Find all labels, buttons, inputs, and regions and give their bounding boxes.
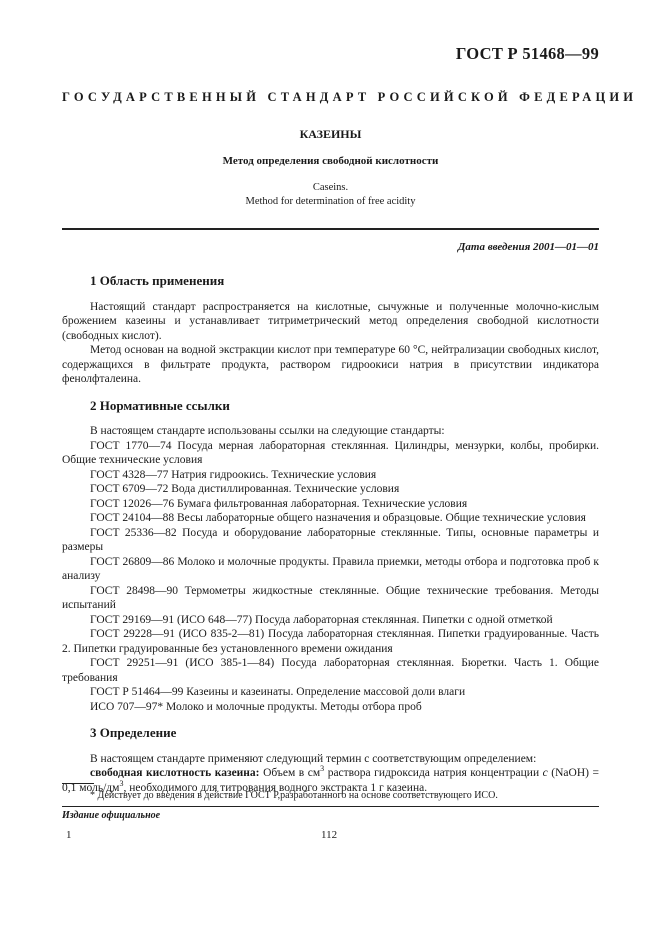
english-title xyxy=(62,181,599,209)
section-heading: 1 Область применения xyxy=(90,273,225,288)
section-definition xyxy=(62,726,599,795)
superscript: 3 xyxy=(119,778,124,788)
reference-item: ГОСТ 26809—86 Молоко и молочные продукты. Правила приемки, методы отбора и подготовка проб к анализу xyxy=(62,555,599,582)
definition-text: раствора гидроксида натрия концентрации xyxy=(324,767,543,779)
paragraph: Настоящий стандарт распространяется на кислотные, сычужные и полученные молочно-кислым брожением казеины и устанавливает титриметрический метод определения свободной кислотности (свободных кислот). xyxy=(62,300,599,342)
reference-item: ГОСТ 28498—90 Термометры жидкостные стеклянные. Общие технические требования. Методы испытаний xyxy=(62,584,599,611)
paragraph: В настоящем стандарте применяют следующий термин с соответствующим определением: xyxy=(90,752,537,765)
reference-item: ИСО 707—97* Молоко и молочные продукты. Методы отбора проб xyxy=(90,700,422,713)
footer-divider xyxy=(62,806,599,807)
section-heading: 2 Нормативные ссылки xyxy=(90,397,230,413)
definition-text: , необходимого для титрования водного экстракта 1 г казеина. xyxy=(123,781,428,794)
reference-item: ГОСТ 6709—72 Вода дистиллированная. Технические условия xyxy=(90,483,400,495)
footnote-divider xyxy=(62,783,94,784)
section-heading: 3 Определение xyxy=(90,725,177,740)
document-title: КАЗЕИНЫ xyxy=(299,127,362,141)
english-title-line-2: Method for determination of free acidity xyxy=(245,196,416,207)
reference-item: ГОСТ 12026—76 Бумага фильтрованная лабораторная. Технические условия xyxy=(90,497,468,510)
reference-item: ГОСТ 1770—74 Посуда мерная лабораторная стеклянная. Цилиндры, мензурки, колбы, пробирки. Общие технические условия xyxy=(62,439,599,466)
superscript: 3 xyxy=(320,764,325,774)
state-standard-heading: ГОСУДАРСТВЕННЫЙ СТАНДАРТ РОССИЙСКОЙ ФЕДЕРАЦИИ xyxy=(62,90,638,104)
reference-item: ГОСТ 25336—82 Посуда и оборудование лабораторные стеклянные. Типы, основные параметры и размеры xyxy=(62,526,599,553)
definition-text: Объем в см xyxy=(259,767,321,779)
gost-number: ГОСТ Р 51468—99 xyxy=(455,44,599,63)
edition-label: Издание официальное xyxy=(62,810,161,821)
reference-item: ГОСТ 29228—91 (ИСО 835-2—81) Посуда лабораторная стеклянная. Пипетки градуированные. Часть 2. Пипетки градуированные без установленного времени ожидания xyxy=(62,628,599,655)
variable-symbol: с xyxy=(542,767,548,779)
intro-date: Дата введения 2001—01—01 xyxy=(457,241,599,253)
reference-item: ГОСТ 29169—91 (ИСО 648—77) Посуда лабораторная стеклянная. Пипетки с одной отметкой xyxy=(90,613,553,626)
defined-term: свободная кислотность казеина: xyxy=(90,767,260,779)
header-divider xyxy=(62,228,599,230)
footnote: * Действует до введения в действие ГОСТ Р,разработанного на основе соответствующего ИСО. xyxy=(90,790,498,801)
reference-item: ГОСТ 29251—91 (ИСО 385-1—84) Посуда лабораторная стеклянная. Бюретки. Часть 1. Общие требования xyxy=(62,657,599,684)
reference-item: ГОСТ 24104—88 Весы лабораторные общего назначения и образцовые. Общие технические условия xyxy=(90,512,586,524)
reference-item: ГОСТ 4328—77 Натрия гидроокись. Технические условия xyxy=(90,468,377,481)
section-scope xyxy=(62,274,599,387)
document-subtitle: Метод определения свободной кислотности xyxy=(222,155,439,167)
document-body xyxy=(62,274,599,807)
page-mark-left: 1 xyxy=(66,829,72,841)
page-number: 112 xyxy=(321,829,338,841)
paragraph: Метод основан на водной экстракции кислот при температуре 60 °С, нейтрализации свободных кислот, содержащихся в фильтрате продукта, раствором гидроокиси натрия в присутствии индикатора фенолфталеина. xyxy=(62,344,599,385)
paragraph: В настоящем стандарте использованы ссылки на следующие стандарты: xyxy=(90,425,445,437)
english-title-line-1: Caseins. xyxy=(312,182,349,193)
section-references xyxy=(62,399,599,715)
reference-item: ГОСТ Р 51464—99 Казеины и казеинаты. Определение массовой доли влаги xyxy=(90,686,466,698)
definition-text: (NaOH) = 0,1 моль/дм xyxy=(62,767,599,794)
